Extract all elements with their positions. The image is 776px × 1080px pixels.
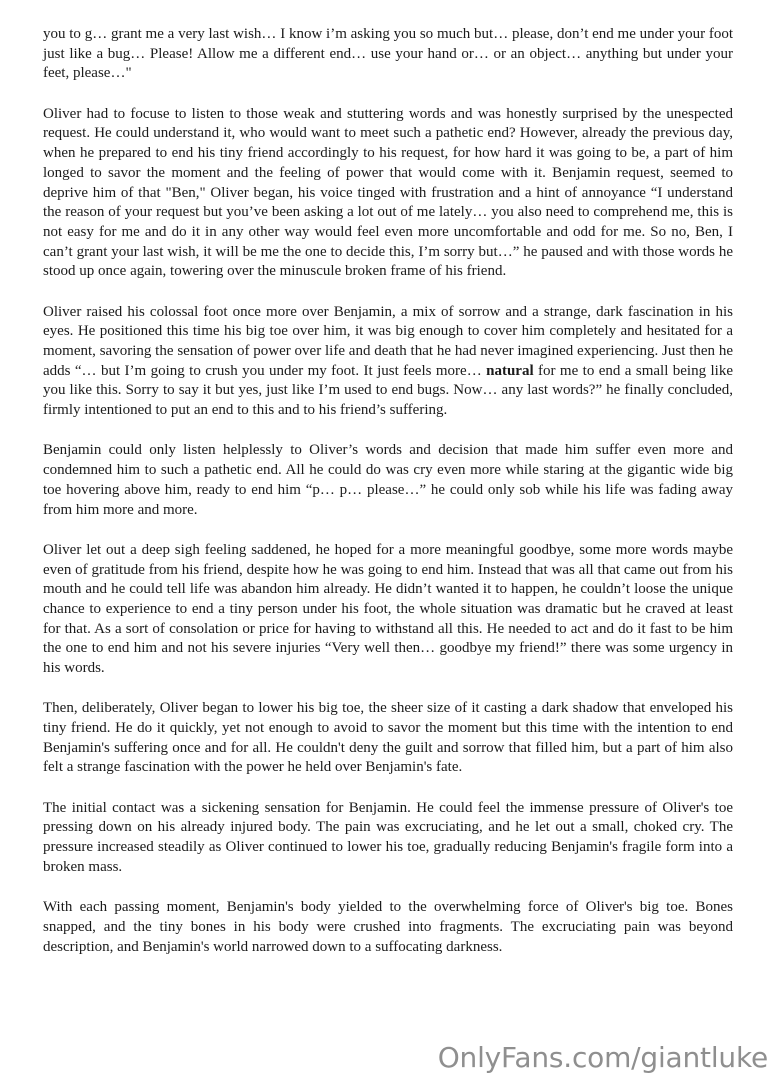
text-run: Then, deliberately, Oliver began to lower his big toe, the sheer size of it casting a dark shadow that enveloped his tiny friend. He do it quickly, yet not enough to avoid to savor the moment but this time with the intention to end Benjamin's suffering once and for all. He couldn't deny the guilt and sorrow that filled him, but a part of him also felt a strange fascination with the power he held over Benjamin's fate. — [43, 700, 733, 776]
story-paragraph — [43, 699, 733, 778]
text-run: The initial contact was a sickening sensation for Benjamin. He could feel the immense pressure of Oliver's toe pressing down on his already injured body. The pain was excruciating, and he let out a small, choked cry. The pressure increased steadily as Oliver continued to lower his toe, gradually reducing Benjamin's fragile form into a broken mass. — [43, 799, 733, 875]
text-run: you to g… grant me a very last wish… I know i’m asking you so much but… please, don’t end me under your foot just like a bug… Please! Allow me a different end… use your hand or… or an object… anything but under your feet, please…" — [43, 26, 733, 82]
text-run: Oliver had to focuse to listen to those weak and stuttering words and was honestly surprised by the unespected request. He could understand it, who would want to meet such a pathetic end? However, already the previous day, when he prepared to end his tiny friend accordingly to his request, for how hard it was going to be, a part of him longed to savor the moment and the feeling of power that would come with it. Benjamin request, seemed to deprive him of that "Ben," Oliver began, his voice tinged with frustration and a hint of annoyance “I understand the reason of your request but you’ve been asking a lot out of me lately… you also need to comprehend me, this is not easy for me and do it in any other way would feel even more uncomfortable and odd for me. So no, Ben, I can’t grant your last wish, it will be me the one to decide this, I’m sorry but…” he paused and with those words he stood up once again, towering over the minuscule broken frame of his friend. — [43, 105, 733, 280]
text-run: With each passing moment, Benjamin's body yielded to the overwhelming force of Oliver's big toe. Bones snapped, and the tiny bones in his body were crushed into fragments. The excruciating pain was beyond description, and Benjamin's world narrowed down to a suffocating darkness. — [43, 899, 733, 955]
text-run: Oliver let out a deep sigh feeling saddened, he hoped for a more meaningful goodbye, some more words maybe even of gratitude from his friend, despite how he was going to end him. Instead that was all that came out from his mouth and he could tell life was abandon him already. He didn’t wanted it to happen, he couldn’t loose the unique chance to experience to end a tiny person under his foot, the whole situation was dramatic but he craved at least for that. As a sort of consolation or price for having to withstand all this. He needed to act and do it fast to be him the one to end him and not his severe injuries “Very well then… goodbye my friend!” there was some urgency in his words. — [43, 541, 733, 677]
story-paragraph — [43, 303, 733, 421]
story-paragraph — [43, 799, 733, 878]
story-paragraph — [43, 25, 733, 84]
story-paragraph — [43, 105, 733, 282]
story-paragraph — [43, 898, 733, 957]
bold-word: natural — [486, 362, 534, 379]
text-run: Oliver raised his colossal foot once more over Benjamin, a mix of sorrow and a strange, dark fascination in his eyes. He positioned this time his big toe over him, it was big enough to cover him completely and hesitated for a moment, savoring the sensation of power over life and death that he had never imagined experiencing. Just then he adds “… but I’m going to crush you under my foot. It just feels more… — [43, 303, 733, 379]
text-run: Benjamin could only listen helplessly to Oliver’s words and decision that made him suffer even more and condemned him to such a pathetic end. All he could do was cry even more while staring at the gigantic wide big toe hovering above him, ready to end him “p… p… please…” he could only sob while his life was fading away from him more and more. — [43, 442, 733, 518]
story-paragraph — [43, 441, 733, 520]
watermark-text: OnlyFans.com/giantluke — [437, 1041, 768, 1074]
story-paragraph — [43, 541, 733, 679]
text-run: for me to end a small being like you like this. Sorry to say it but yes, just like I’m used to end bugs. Now… any last words?” he finally concluded, firmly intentioned to put an end to this and to his friend’s suffering. — [43, 362, 733, 419]
story-text — [43, 25, 733, 957]
